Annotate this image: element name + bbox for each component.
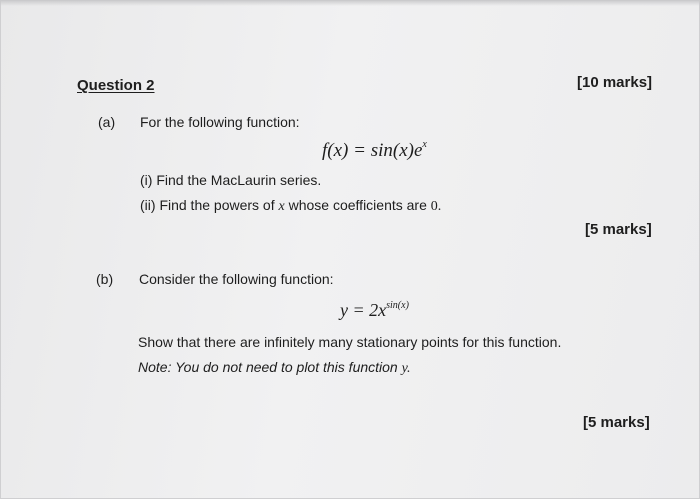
part-b-intro: Consider the following function: <box>139 271 334 287</box>
part-a-item-i <box>140 172 321 188</box>
part-b-equation <box>340 300 409 321</box>
part-a-equation-exponent: x <box>422 139 427 150</box>
part-a-item-i-label: (i) <box>140 172 153 188</box>
part-b-note <box>138 359 411 377</box>
part-b-label: (b) <box>96 271 114 287</box>
part-a-item-ii-value: 0. <box>430 199 442 214</box>
part-b-note-prefix: Note: You do not need to plot this function <box>138 359 398 375</box>
page-shadow <box>0 0 700 6</box>
part-a-equation-lhs: f(x) = sin(x)e <box>322 140 423 161</box>
part-a-item-ii-label: (ii) <box>140 197 156 213</box>
part-a-item-ii-text-after: whose coefficients are <box>288 197 427 213</box>
part-a-item-ii <box>140 197 441 215</box>
question-title: Question 2 <box>77 77 155 94</box>
part-a-intro: For the following function: <box>140 114 300 130</box>
part-a-label: (a) <box>98 114 116 130</box>
part-b-equation-lhs: y = 2x <box>340 300 387 320</box>
part-a-item-ii-text-before: Find the powers of <box>159 197 275 213</box>
part-b-instruction: Show that there are infinitely many stationary points for this function. <box>138 334 562 350</box>
part-b-note-variable: y. <box>401 361 411 376</box>
part-a-item-i-text: Find the MacLaurin series. <box>156 172 322 188</box>
total-marks: [10 marks] <box>577 74 653 91</box>
part-a-item-ii-variable: x <box>278 199 285 214</box>
part-a-marks: [5 marks] <box>585 221 652 238</box>
part-b-equation-exponent: sin(x) <box>386 300 409 311</box>
part-b-marks: [5 marks] <box>583 414 650 431</box>
part-a-equation <box>322 139 427 162</box>
